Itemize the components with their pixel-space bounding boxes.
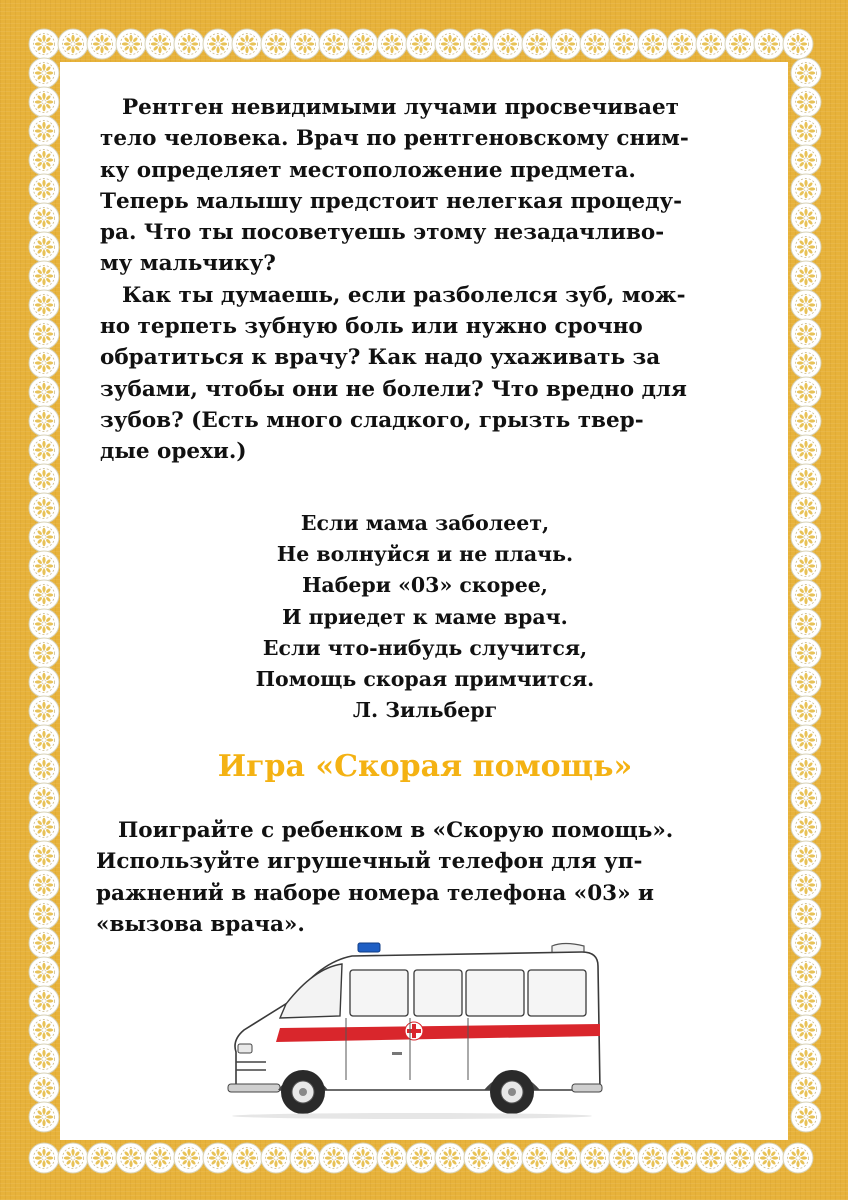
text-line: ражнений в наборе номера телефона «03» и [96,880,655,906]
lace-flower [791,87,821,117]
text-line: Как ты думаешь, если разболелся зуб, мож- [122,282,686,308]
lace-flower [791,319,821,349]
poem-author: Л. Зильберг [352,698,498,723]
lace-flower [791,522,821,552]
lace-flower [261,1143,291,1173]
lace-flower [638,29,668,59]
lace-flower [29,145,59,175]
lace-flower [377,29,407,59]
lace-flower [725,29,755,59]
lace-flower [783,29,813,59]
text-line: Теперь малышу предстоит нелегкая процеду- [100,188,683,214]
lace-flower [791,261,821,291]
lace-flower [783,1143,813,1173]
lace-flower [791,696,821,726]
lace-flower [261,29,291,59]
lace-flower [29,116,59,146]
poem-line: Не волнуйся и не плачь. [276,542,574,567]
poem-line: Набери «03» скорее, [302,573,548,598]
lace-flower [29,58,59,88]
lace-flower [29,261,59,291]
lace-flower [29,464,59,494]
poem-line: Если мама заболеет, [300,511,550,535]
lace-flower [791,493,821,523]
text-line: но терпеть зубную боль или нужно срочно [100,314,643,340]
text-line: Рентген невидимыми лучами просвечивает [122,95,679,120]
lace-flower [29,348,59,378]
lace-flower [493,1143,523,1173]
lace-flower [29,899,59,929]
lace-flower [406,1143,436,1173]
lace-flower [791,203,821,233]
lace-flower [29,377,59,407]
lace-flower [29,609,59,639]
lace-flower [145,29,175,59]
lace-flower [203,29,233,59]
lace-flower [145,1143,175,1173]
lace-flower [29,406,59,436]
lace-flower [290,29,320,59]
lace-flower [29,203,59,233]
lace-flower [580,1143,610,1173]
lace-flower [29,232,59,262]
lace-flower [791,1073,821,1103]
ambulance-icon [222,940,612,1120]
text-line: му мальчику? [100,251,276,277]
lace-flower [609,29,639,59]
lace-flower [791,1044,821,1074]
lace-flower [522,29,552,59]
lace-flower [791,899,821,929]
lace-flower [754,29,784,59]
lace-flower [696,29,726,59]
lace-flower [319,29,349,59]
lace-flower [791,377,821,407]
lace-flower [232,29,262,59]
lace-flower [638,1143,668,1173]
lace-flower [493,29,523,59]
lace-flower [754,1143,784,1173]
lace-flower [696,1143,726,1173]
lace-flower [791,725,821,755]
lace-flower [29,1044,59,1074]
game-title: Игра «Скорая помощь» [217,749,633,784]
lace-flower [791,957,821,987]
text-line: дые орехи.) [100,439,247,465]
text-line: ра. Что ты посоветуешь этому незадачливо- [100,220,665,246]
poem-line: Если что-нибудь случится, [262,635,588,660]
lace-flower [29,1143,59,1173]
lace-flower [29,522,59,552]
lace-flower [29,290,59,320]
lace-flower [791,232,821,262]
lace-flower [58,1143,88,1173]
lace-flower [791,290,821,320]
lace-flower [791,464,821,494]
lace-flower [87,1143,117,1173]
poem-line: И приедет к маме врач. [282,604,568,629]
lace-flower [791,754,821,784]
lace-flower [116,1143,146,1173]
lace-flower [667,1143,697,1173]
lace-flower [348,1143,378,1173]
text-line: Поиграйте с ребенком в «Скорую помощь». [118,818,674,843]
lace-flower [435,1143,465,1173]
lace-flower [87,29,117,59]
lace-flower [791,870,821,900]
lace-flower [29,638,59,668]
lace-flower [29,29,59,59]
lace-flower [29,174,59,204]
paragraph-game [96,815,776,940]
text-line: обратиться к врачу? Как надо ухаживать за [100,345,661,371]
lace-flower [29,957,59,987]
lace-flower [29,1015,59,1045]
lace-flower [348,29,378,59]
lace-flower [377,1143,407,1173]
text-line: зубами, чтобы они не болели? Что вредно для [100,376,687,402]
lace-flower [232,1143,262,1173]
lace-flower [203,1143,233,1173]
lace-flower [791,551,821,581]
lace-flower [29,319,59,349]
lace-flower [29,1073,59,1103]
poem [110,508,740,726]
lace-flower [609,1143,639,1173]
paragraph-teeth [100,280,780,468]
lace-flower [29,725,59,755]
intro-text [100,92,780,468]
lace-flower [791,783,821,813]
text-line: Используйте игрушечный телефон для уп- [96,849,643,875]
lace-flower [29,667,59,697]
text-line: ку определяет местоположение предмета. [100,157,636,183]
lace-flower [791,638,821,668]
lace-flower [791,667,821,697]
lace-flower [791,174,821,204]
lace-flower [791,406,821,436]
text-line: «вызова врача». [96,911,305,937]
lace-flower [116,29,146,59]
lace-flower [667,29,697,59]
lace-flower [522,1143,552,1173]
lace-flower [791,812,821,842]
lace-flower [551,29,581,59]
lace-flower [174,29,204,59]
lace-flower [791,986,821,1016]
lace-flower [29,754,59,784]
lace-flower [319,1143,349,1173]
lace-flower [791,435,821,465]
lace-flower [791,116,821,146]
lace-flower [791,928,821,958]
lace-flower [29,435,59,465]
lace-flower [29,87,59,117]
poem-line: Помощь скорая примчится. [255,667,595,692]
lace-flower [791,841,821,871]
lace-flower [29,1102,59,1132]
lace-flower [791,348,821,378]
lace-flower [551,1143,581,1173]
lace-flower [29,783,59,813]
lace-flower [58,29,88,59]
lace-flower [290,1143,320,1173]
lace-flower [791,609,821,639]
lace-flower [791,145,821,175]
lace-flower [435,29,465,59]
lace-flower [29,696,59,726]
lace-flower [29,928,59,958]
lace-flower [791,1102,821,1132]
lace-flower [464,1143,494,1173]
lace-flower [791,58,821,88]
lace-flower [29,841,59,871]
lace-flower [29,551,59,581]
text-line: тело человека. Врач по рентгеновскому сним- [100,126,689,152]
lace-flower [174,1143,204,1173]
lace-flower [29,812,59,842]
lace-flower [29,493,59,523]
lace-flower [406,29,436,59]
game-text [96,815,776,940]
lace-flower [791,580,821,610]
lace-flower [791,1015,821,1045]
paragraph-xray [100,92,780,280]
lace-flower [29,580,59,610]
lace-flower [464,29,494,59]
lace-flower [580,29,610,59]
lace-flower [29,870,59,900]
lace-flower [29,986,59,1016]
text-line: зубов? (Есть много сладкого, грызть твер- [100,407,644,433]
lace-flower [725,1143,755,1173]
